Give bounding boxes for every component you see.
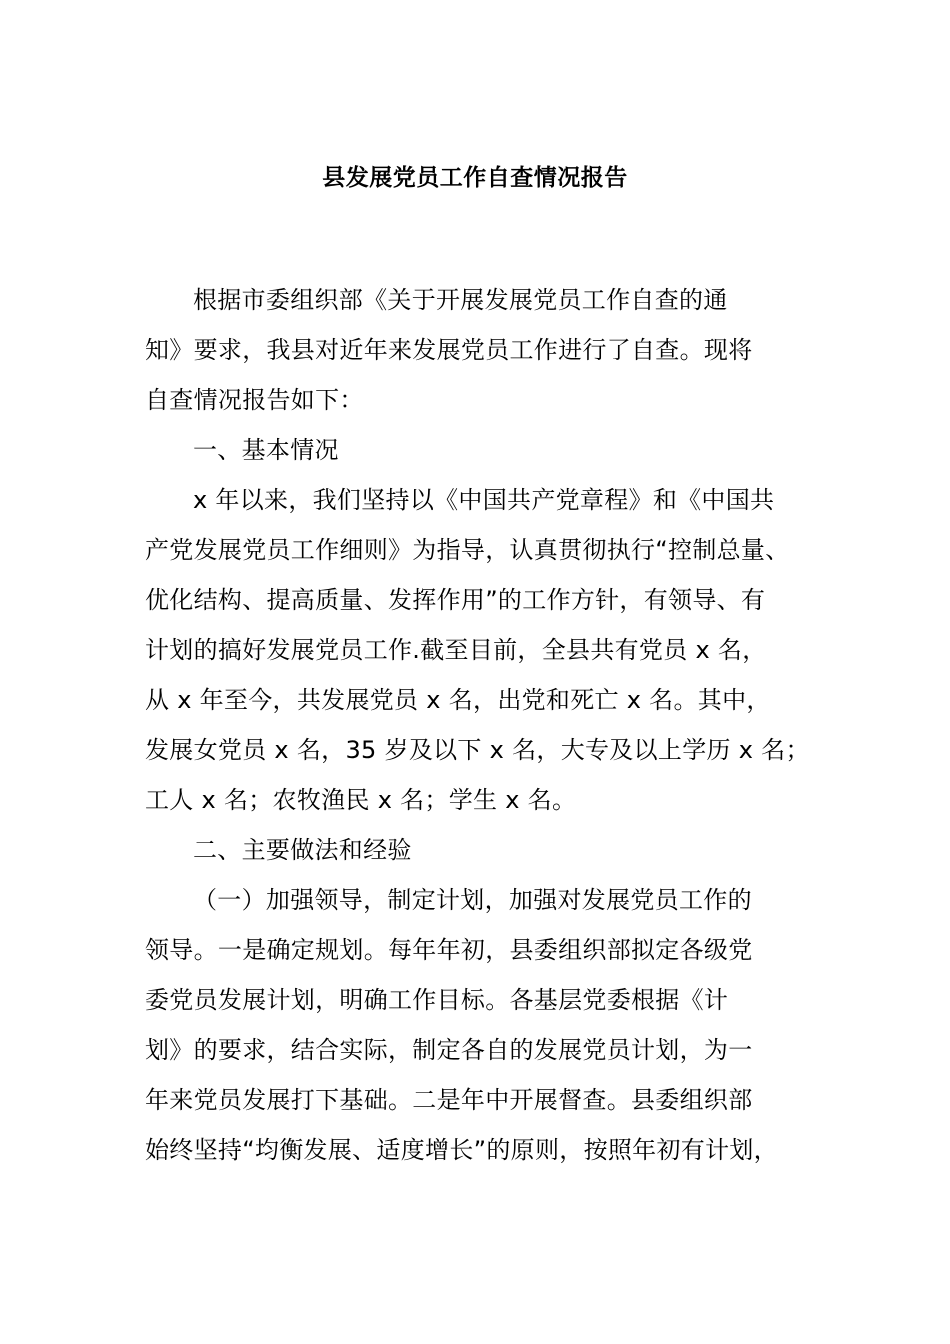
paragraph-line: （一）加强领导，制定计划，加强对发展党员工作的 (193, 886, 752, 914)
section-heading: 一、基本情况 (193, 436, 339, 464)
paragraph-line: x 年以来，我们坚持以《中国共产党章程》和《中国共 (193, 486, 775, 514)
paragraph-line: 产党发展党员工作细则》为指导，认真贯彻执行“控制总量、 (145, 536, 790, 564)
paragraph-line: 发展女党员 x 名，35 岁及以下 x 名，大专及以上学历 x 名； (145, 736, 810, 764)
paragraph-line: 计划的搞好发展党员工作.截至目前，全县共有党员 x 名， (145, 636, 767, 664)
paragraph-line: 自查情况报告如下： (145, 386, 364, 414)
paragraph-line: 委党员发展计划，明确工作目标。各基层党委根据《计 (145, 986, 729, 1014)
paragraph-line: 知》要求，我县对近年来发展党员工作进行了自查。现将 (145, 336, 753, 364)
paragraph-line: 领导。一是确定规划。每年年初，县委组织部拟定各级党 (145, 936, 753, 964)
paragraph-line: 工人 x 名；农牧渔民 x 名；学生 x 名。 (145, 786, 577, 814)
paragraph-line: 始终坚持“均衡发展、适度增长”的原则，按照年初有计划， (145, 1136, 778, 1164)
document-title: 县发展党员工作自查情况报告 (322, 165, 628, 191)
section-heading: 二、主要做法和经验 (193, 836, 412, 864)
paragraph-line: 根据市委组织部《关于开展发展党员工作自查的通 (193, 286, 728, 314)
paragraph-line: 优化结构、提高质量、发挥作用”的工作方针，有领导、有 (145, 586, 766, 614)
paragraph-line: 年来党员发展打下基础。二是年中开展督查。县委组织部 (145, 1086, 753, 1114)
paragraph-line: 划》的要求，结合实际，制定各自的发展党员计划，为一 (145, 1036, 753, 1064)
paragraph-line: 从 x 年至今，共发展党员 x 名，出党和死亡 x 名。其中， (145, 686, 771, 714)
